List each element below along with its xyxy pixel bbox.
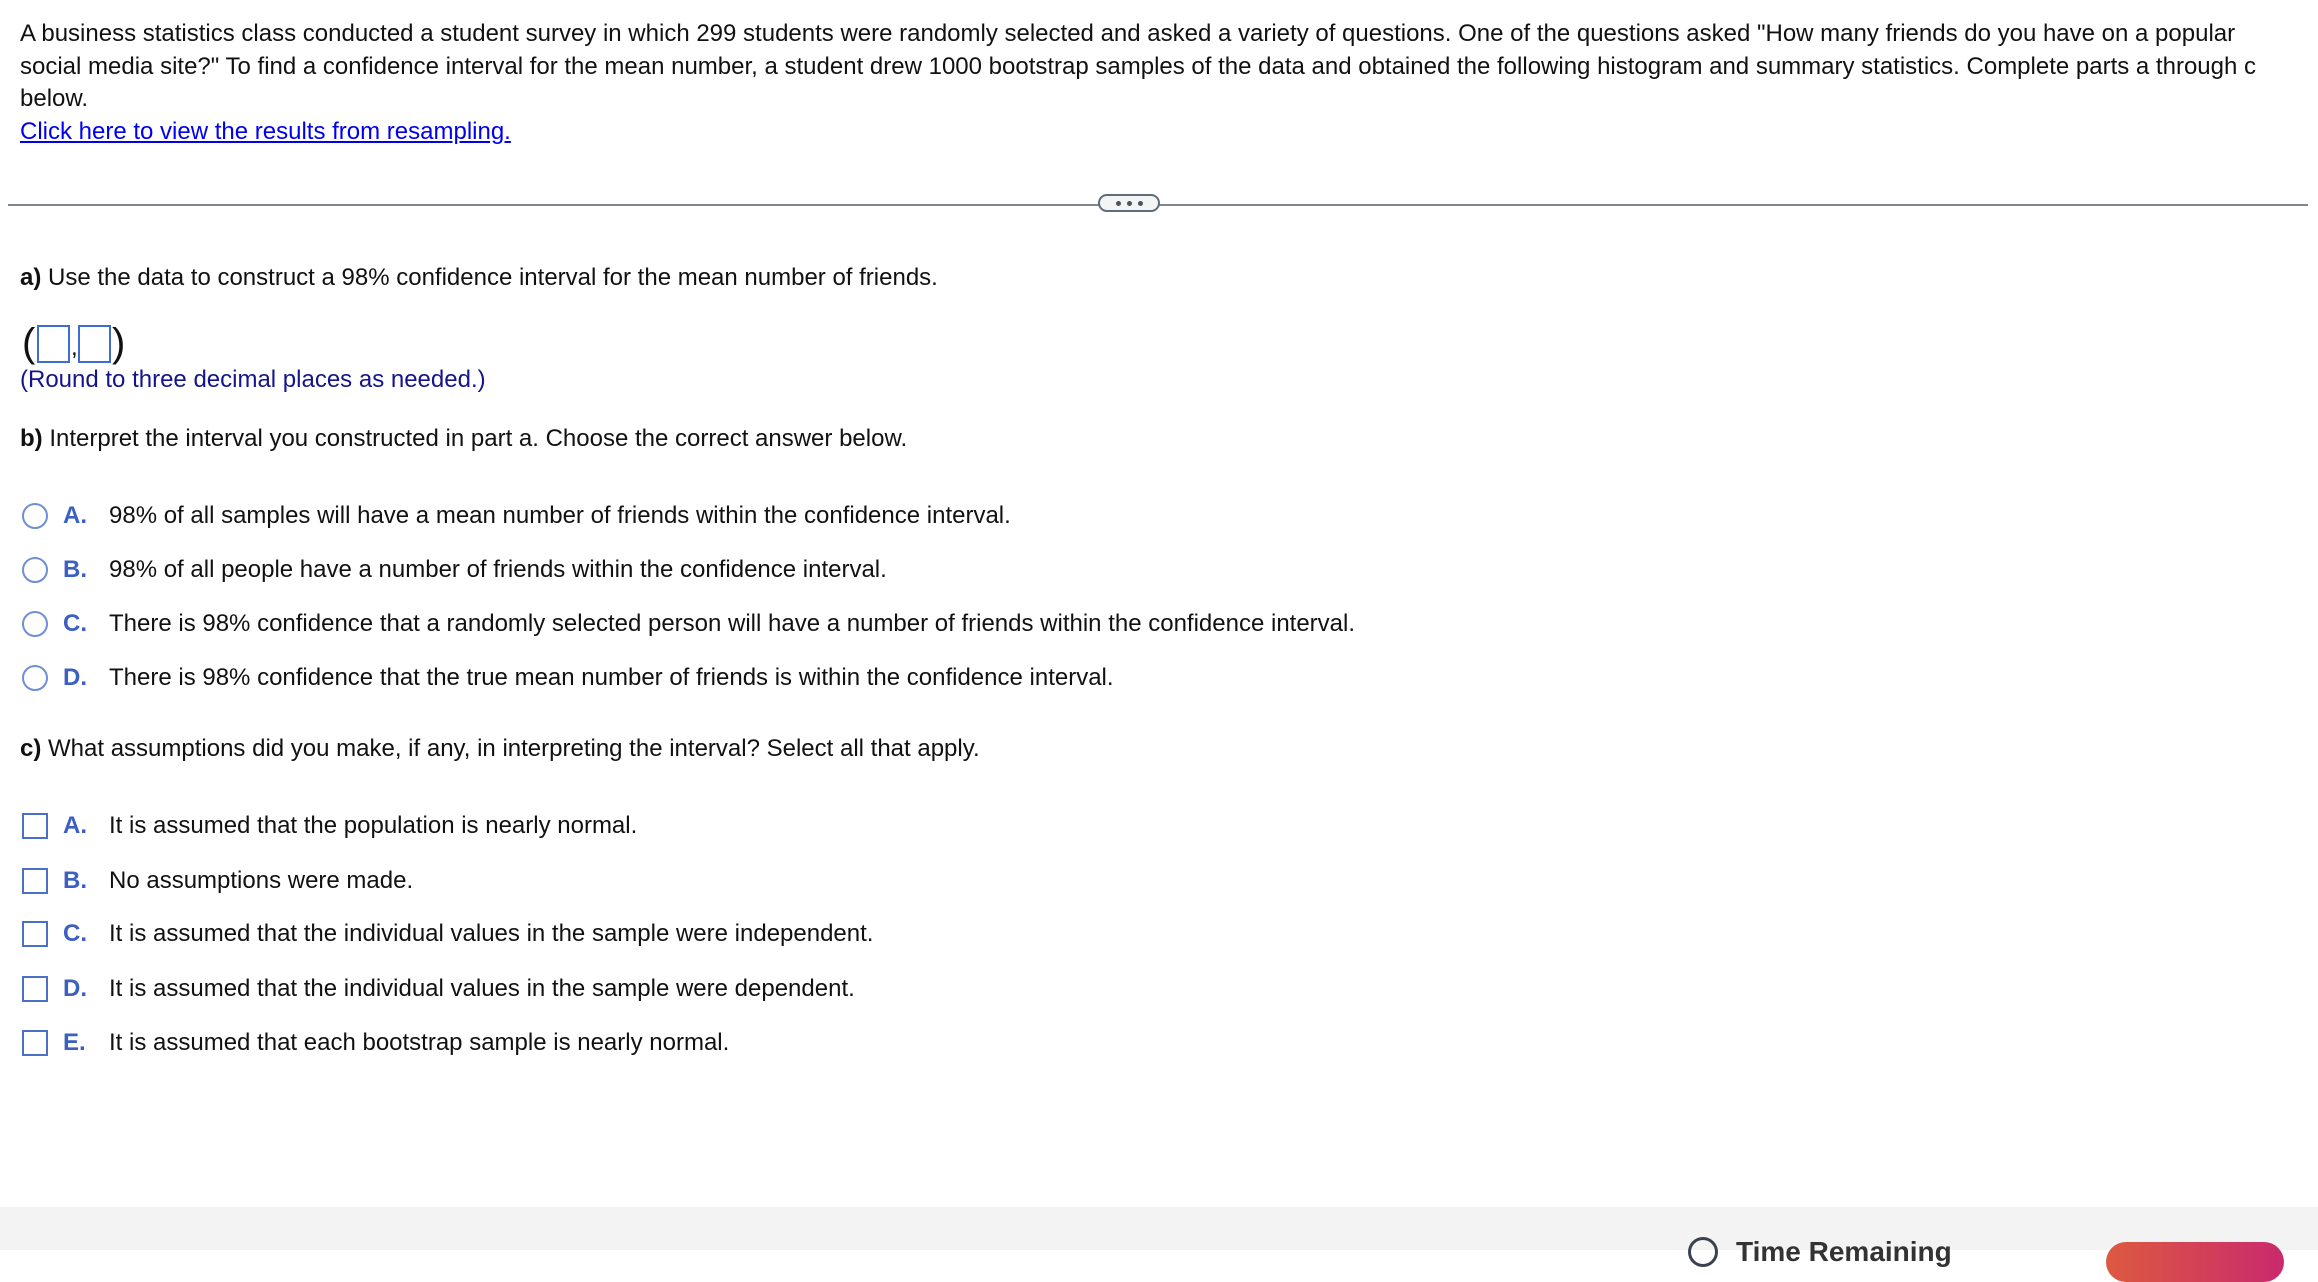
part-a-question — [20, 263, 938, 293]
part-b-label: b) — [20, 425, 43, 452]
checkbox[interactable] — [22, 868, 48, 894]
problem-text: A business statistics class conducted a student survey in which 299 students were randomly selected and asked a variety of questions. One of the questions asked "How many friends do you have on a popular social media site?" To find a confidence interval for the mean number, a student drew 1000 bootstrap samples of the data and obtained the following histogram and summary statistics. Complete parts a through c below. — [20, 20, 2256, 112]
dot-icon — [1127, 201, 1132, 206]
next-button[interactable] — [2106, 1242, 2284, 1282]
radio-button[interactable] — [22, 503, 48, 529]
radio-option-a[interactable] — [22, 499, 1011, 533]
problem-intro — [20, 18, 2300, 148]
checkbox[interactable] — [22, 1030, 48, 1056]
option-text: 98% of all samples will have a mean number of friends within the confidence interval. — [109, 502, 1011, 529]
part-b-question — [20, 424, 907, 454]
option-letter: A. — [63, 502, 87, 529]
checkbox[interactable] — [22, 921, 48, 947]
radio-option-c[interactable] — [22, 607, 1355, 641]
footer-bar — [0, 1207, 2318, 1250]
checkbox-option-b[interactable] — [22, 864, 413, 898]
option-letter: C. — [63, 610, 87, 637]
clock-icon — [1688, 1237, 1718, 1267]
option-letter: B. — [63, 867, 87, 894]
dot-icon — [1116, 201, 1121, 206]
part-c-text: What assumptions did you make, if any, in interpreting the interval? Select all that apply. — [48, 735, 980, 762]
rounding-note: (Round to three decimal places as needed.) — [20, 366, 486, 393]
option-text: It is assumed that each bootstrap sample is nearly normal. — [109, 1029, 730, 1056]
option-text: There is 98% confidence that the true mean number of friends is within the confidence interval. — [109, 664, 1114, 691]
dot-icon — [1138, 201, 1143, 206]
time-remaining-label: Time Remaining — [1736, 1236, 1952, 1267]
checkbox-option-a[interactable] — [22, 809, 637, 843]
part-c-question — [20, 734, 980, 764]
expand-button[interactable] — [1098, 194, 1160, 212]
option-text: It is assumed that the individual values in the sample were dependent. — [109, 975, 855, 1002]
option-letter: A. — [63, 812, 87, 839]
close-paren: ) — [112, 321, 126, 365]
option-letter: D. — [63, 664, 87, 691]
radio-option-d[interactable] — [22, 661, 1114, 695]
option-text: No assumptions were made. — [109, 867, 414, 894]
option-text: It is assumed that the population is nearly normal. — [109, 812, 638, 839]
part-a-text: Use the data to construct a 98% confidence interval for the mean number of friends. — [48, 264, 938, 291]
resampling-results-link[interactable]: Click here to view the results from resampling. — [20, 117, 511, 145]
option-letter: D. — [63, 975, 87, 1002]
checkbox[interactable] — [22, 976, 48, 1002]
option-letter: E. — [63, 1029, 86, 1056]
radio-option-b[interactable] — [22, 553, 887, 587]
checkbox-option-d[interactable] — [22, 972, 855, 1006]
option-text: There is 98% confidence that a randomly selected person will have a number of friends within the confidence interval. — [109, 610, 1356, 637]
checkbox-option-c[interactable] — [22, 917, 873, 951]
part-c-label: c) — [20, 735, 42, 762]
radio-button[interactable] — [22, 557, 48, 583]
option-text: It is assumed that the individual values in the sample were independent. — [109, 920, 874, 947]
lower-bound-input[interactable] — [37, 325, 70, 363]
comma: , — [71, 334, 78, 361]
option-letter: C. — [63, 920, 87, 947]
open-paren: ( — [22, 321, 36, 365]
checkbox[interactable] — [22, 813, 48, 839]
checkbox-option-e[interactable] — [22, 1026, 729, 1060]
option-text: 98% of all people have a number of friends within the confidence interval. — [109, 556, 887, 583]
radio-button[interactable] — [22, 665, 48, 691]
option-letter: B. — [63, 556, 87, 583]
radio-button[interactable] — [22, 611, 48, 637]
part-a-label: a) — [20, 264, 42, 291]
upper-bound-input[interactable] — [78, 325, 111, 363]
part-b-text: Interpret the interval you constructed in part a. Choose the correct answer below. — [49, 425, 908, 452]
